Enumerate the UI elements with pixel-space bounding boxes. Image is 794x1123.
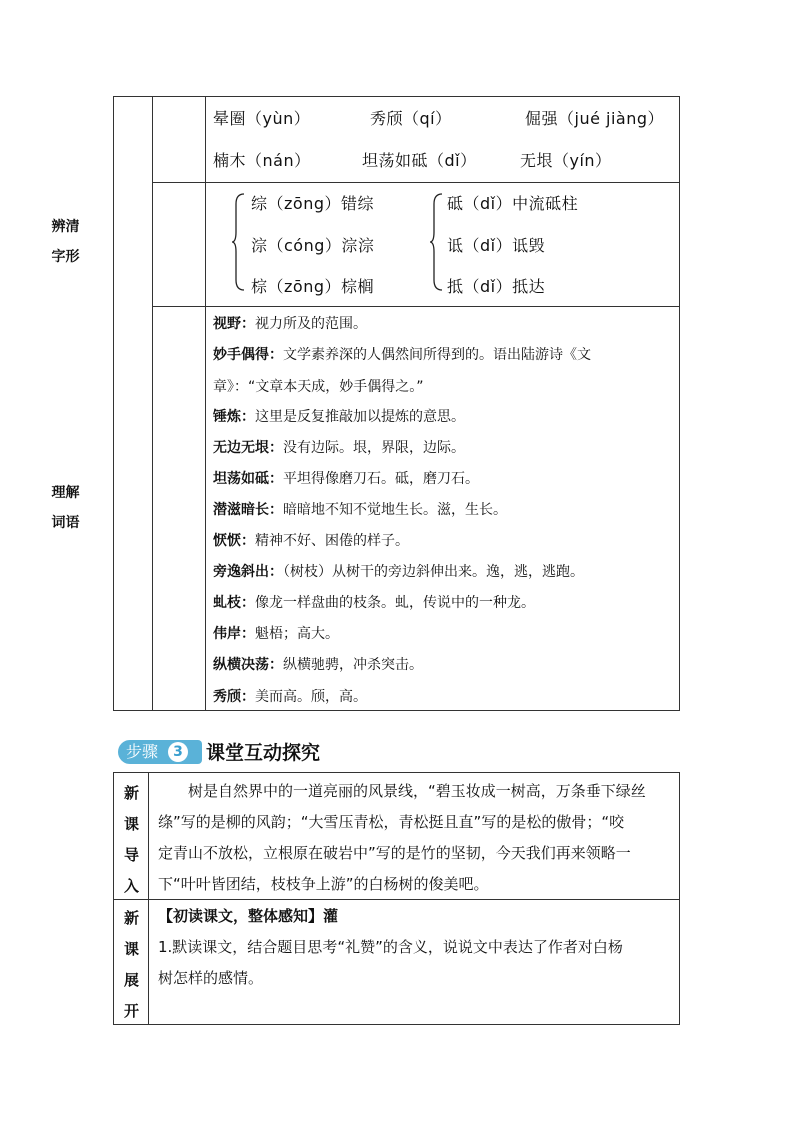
- intro-line: 绦”写的是柳的风韵；“大雪压青松，青松挺且直”写的是松的傲骨；“咬: [158, 813, 625, 831]
- vocab-definition: 文学素养深的人偶然间所得到的。语出陆游诗《文: [283, 347, 591, 363]
- pron-item: 倔强（jué jiàng）: [525, 109, 665, 128]
- row-label-char: 入: [123, 877, 139, 895]
- row-label-char: 新: [123, 784, 139, 802]
- left-brace-icon: [232, 190, 246, 294]
- vocab-term: 秀颀：: [213, 689, 255, 705]
- vocab-term: 纵横决荡：: [213, 657, 283, 673]
- vocab-definition: 视力所及的范围。: [255, 316, 367, 332]
- table-left-column: [114, 97, 153, 710]
- row-label-distinguish: [39, 212, 92, 272]
- vocab-entry: [213, 406, 465, 426]
- vocab-entry: [213, 437, 465, 457]
- intro-paragraph: [158, 776, 674, 900]
- expand-heading: [158, 901, 674, 932]
- char-pair: 诋（dǐ）诋毁: [447, 236, 546, 255]
- vocab-entry: [213, 686, 367, 706]
- row-label-char: 展: [123, 971, 139, 989]
- expand-heading-text: 【初读课文，整体感知】: [158, 907, 324, 925]
- table-label-column: [153, 97, 206, 710]
- vocab-definition: （树枝）从树干的旁边斜伸出来。逸，逃，逃跑。: [283, 564, 584, 580]
- vocab-term: 视野：: [213, 316, 255, 332]
- pron-item: 楠木（nán）: [213, 151, 311, 170]
- vocab-entry: [213, 344, 591, 364]
- expand-line: 树怎样的感情。: [158, 969, 264, 987]
- vocabulary-table: [113, 96, 680, 711]
- row-label-line: 辨清: [51, 219, 80, 235]
- vocab-entry: [213, 592, 535, 612]
- step-tag-label: 步骤: [126, 742, 159, 761]
- vocab-entry: [213, 654, 423, 674]
- section-title: 课堂互动探究: [206, 742, 321, 764]
- vocab-entry: [213, 468, 479, 488]
- char-pair: 砥（dǐ）中流砥柱: [447, 194, 579, 213]
- vocab-definition: 没有边际。垠，界限，边际。: [283, 440, 465, 456]
- vocab-entry: [213, 499, 507, 519]
- vocab-definition: 像龙一样盘曲的枝条。虬，传说中的一种龙。: [255, 595, 535, 611]
- char-pair: 棕（zōng）棕榈: [251, 277, 374, 296]
- expand-section: [158, 901, 674, 994]
- row-label-vocab: [39, 478, 92, 538]
- vocab-definition: 章》：“文章本天成，妙手偶得之。”: [213, 379, 424, 395]
- row-divider: [153, 306, 679, 307]
- vocab-definition: 这里是反复推敲加以提炼的意思。: [255, 409, 465, 425]
- row-label-intro: [114, 778, 149, 902]
- pron-item: 晕圈（yùn）: [213, 109, 311, 128]
- vocab-entry: [213, 313, 367, 333]
- char-pair: 抵（dǐ）抵达: [447, 277, 546, 296]
- intro-line: 树是自然界中的一道亮丽的风景线，“碧玉妆成一树高，万条垂下绿丝: [158, 782, 646, 800]
- row-label-char: 课: [123, 940, 139, 958]
- vocab-definition: 平坦得像磨刀石。砥，磨刀石。: [283, 471, 479, 487]
- row-label-char: 导: [123, 846, 139, 864]
- vocab-term: 虬枝：: [213, 595, 255, 611]
- intro-line: 下“叶叶皆团结，枝枝争上游”的白杨树的俊美吧。: [158, 875, 489, 893]
- vocab-term: 锤炼：: [213, 409, 255, 425]
- row-label-char: 课: [123, 815, 139, 833]
- char-pair: 淙（cóng）淙淙: [251, 236, 375, 255]
- vocab-term: 无边无垠：: [213, 440, 283, 456]
- row-label-expand: [114, 903, 149, 1027]
- row-label-char: 新: [123, 909, 139, 927]
- vocab-term: 妙手偶得：: [213, 347, 283, 363]
- vocab-term: 恹恹：: [213, 533, 255, 549]
- vocab-definition: 魁梧；高大。: [255, 626, 339, 642]
- vocab-entry: [213, 623, 339, 643]
- row-divider: [153, 182, 679, 183]
- vocab-definition: 暗暗地不知不觉地生长。滋，生长。: [283, 502, 507, 518]
- pron-item: 坦荡如砥（dǐ）: [362, 151, 477, 170]
- pron-item: 无垠（yín）: [520, 151, 612, 170]
- lesson-table: [113, 772, 680, 1025]
- char-pair: 综（zōng）错综: [251, 194, 374, 213]
- expand-heading-tag: 灌: [323, 907, 339, 925]
- vocab-entry: [213, 376, 424, 396]
- row-label-line: 字形: [51, 249, 80, 265]
- vocab-term: 坦荡如砥：: [213, 471, 283, 487]
- step-number-badge: 3: [168, 742, 188, 762]
- vocab-term: 旁逸斜出：: [213, 564, 283, 580]
- step-tag: [118, 740, 202, 764]
- intro-line: 定青山不放松，立根原在破岩中”写的是竹的坚韧，今天我们再来领略一: [158, 844, 631, 862]
- vocab-definition: 纵横驰骋，冲杀突击。: [283, 657, 423, 673]
- row-label-line: 词语: [51, 515, 80, 531]
- vocab-definition: 精神不好、困倦的样子。: [255, 533, 409, 549]
- vocab-definition: 美而高。颀，高。: [255, 689, 367, 705]
- vocab-term: 潜滋暗长：: [213, 502, 283, 518]
- row-label-char: 开: [123, 1002, 139, 1020]
- vocab-entry: [213, 530, 409, 550]
- vocab-term: 伟岸：: [213, 626, 255, 642]
- pron-item: 秀颀（qí）: [370, 109, 452, 128]
- row-label-line: 理解: [51, 485, 80, 501]
- left-brace-icon: [430, 190, 444, 294]
- vocab-entry: [213, 561, 584, 581]
- expand-line: 1.默读课文，结合题目思考“礼赞”的含义，说说文中表达了作者对白杨: [158, 938, 623, 956]
